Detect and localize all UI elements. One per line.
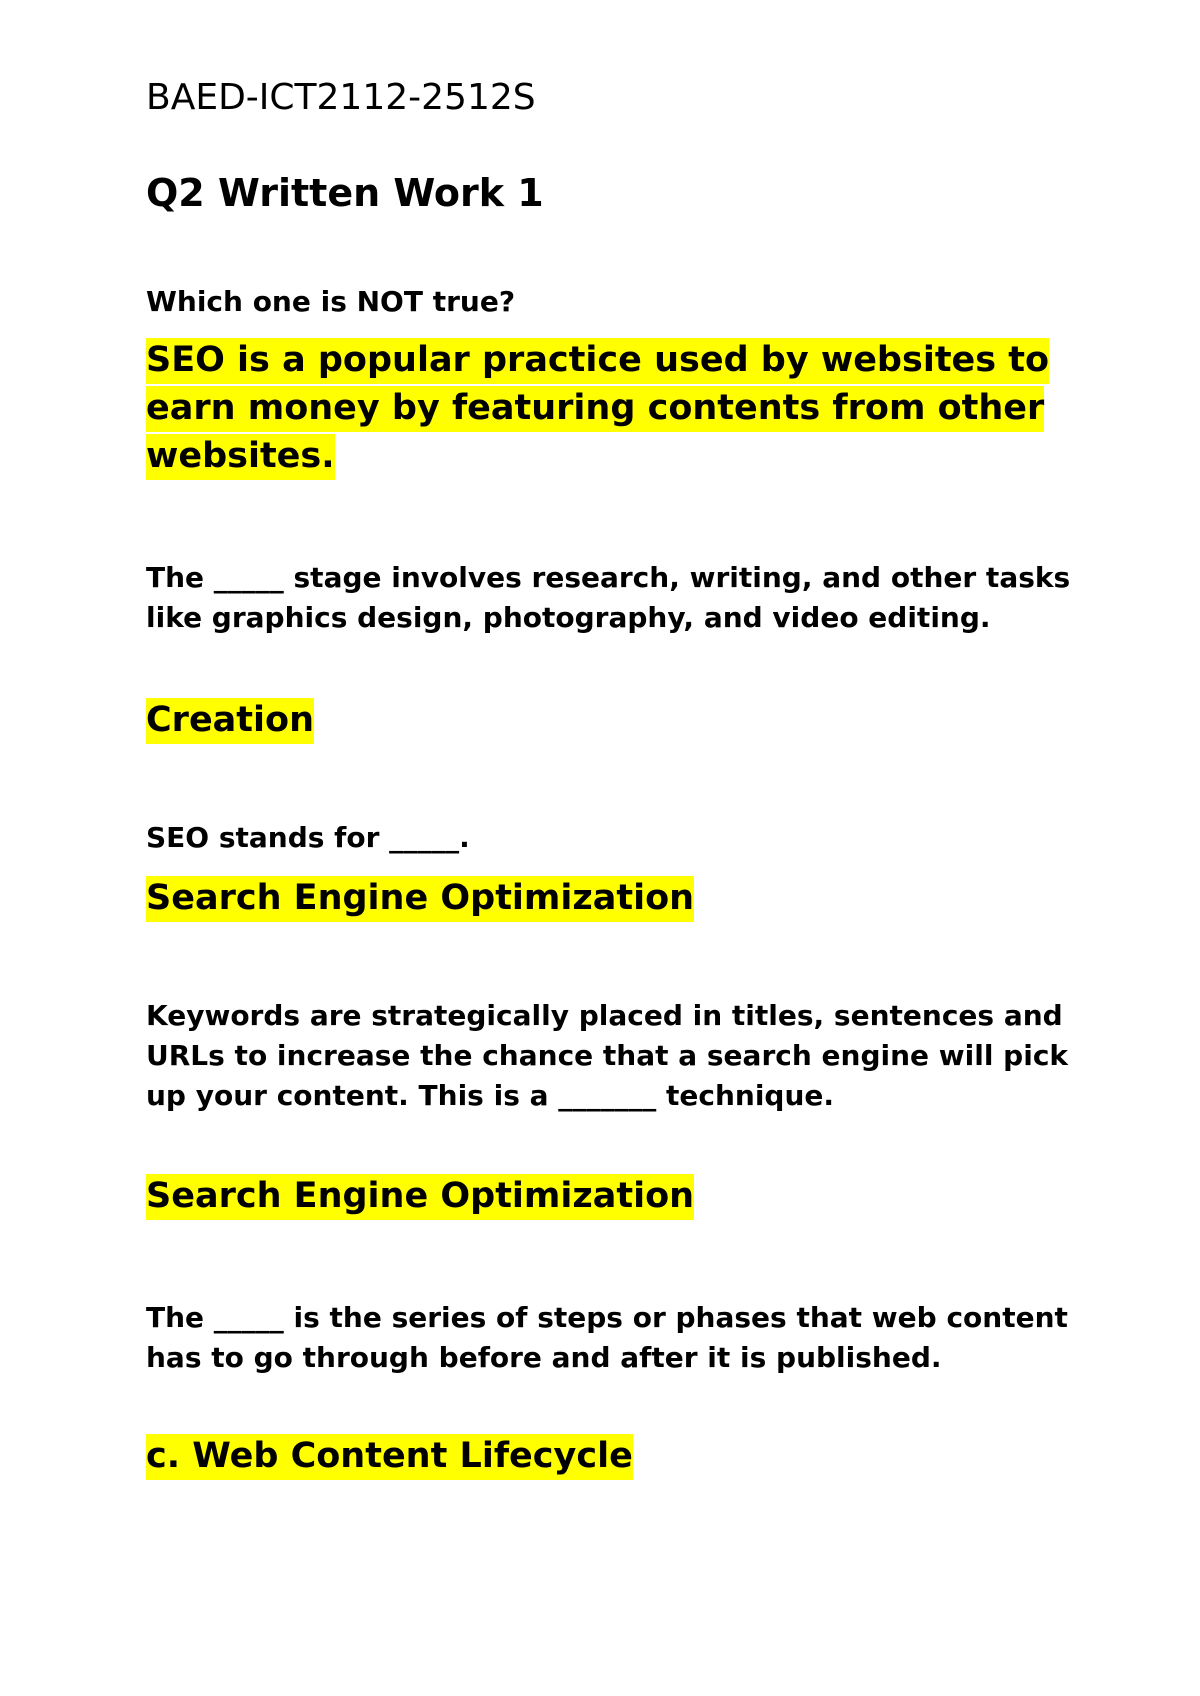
page-title: Q2 Written Work 1 (146, 171, 544, 215)
question-1: Which one is NOT true? (146, 285, 516, 318)
question-5: The _____ is the series of steps or phases that web content has to go through before and after it is published. (146, 1301, 1068, 1374)
answer-2-text: Creation (146, 698, 314, 744)
answer-3-text: Search Engine Optimization (146, 876, 694, 922)
question-2: The _____ stage involves research, writing, and other tasks like graphics design, photography, and video editing. (146, 561, 1071, 634)
answer-3 (146, 874, 1076, 922)
answer-4 (146, 1172, 1076, 1220)
answer-1 (146, 336, 1076, 480)
answer-5-text: c. Web Content Lifecycle (146, 1434, 633, 1480)
answer-5 (146, 1432, 1076, 1480)
answer-2 (146, 696, 1076, 744)
answer-1-text: SEO is a popular practice used by websites to earn money by featuring contents from other websites. (146, 338, 1049, 480)
question-3: SEO stands for _____. (146, 821, 470, 854)
answer-4-text: Search Engine Optimization (146, 1174, 694, 1220)
question-4: Keywords are strategically placed in titles, sentences and URLs to increase the chance that a search engine will pick up your content. This is a _______ technique. (146, 999, 1069, 1112)
course-code: BAED-ICT2112-2512S (146, 77, 536, 118)
